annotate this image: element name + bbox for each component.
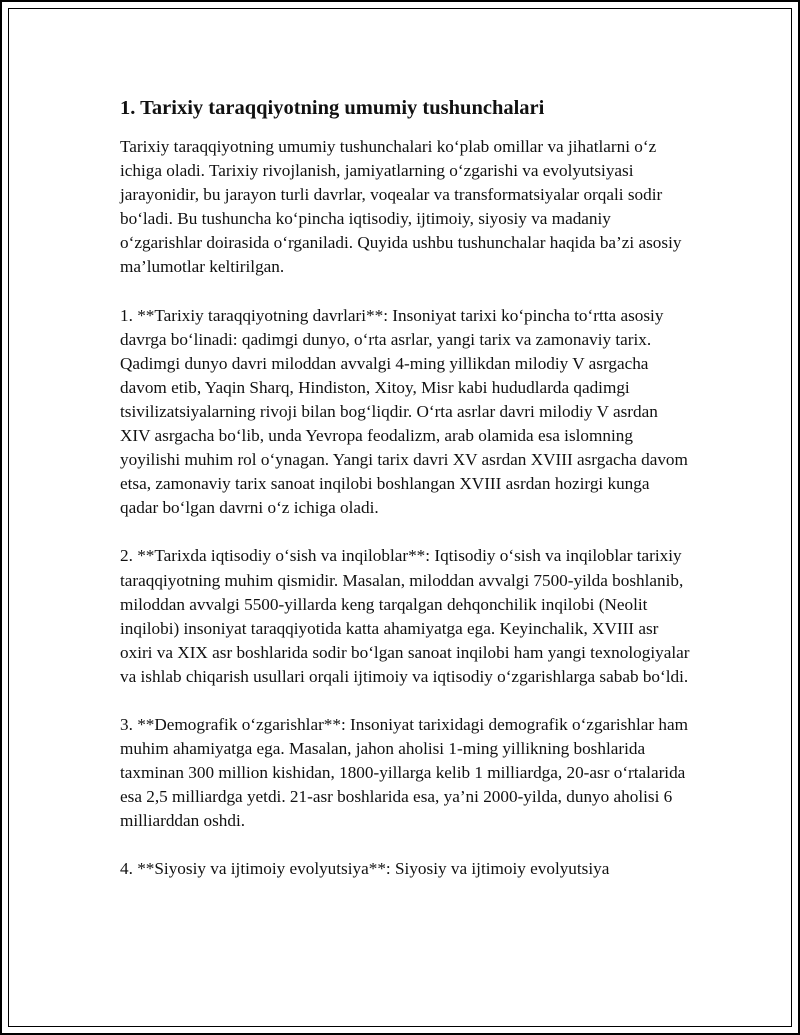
paragraph-political-social-evolution: 4. **Siyosiy va ijtimoiy evolyutsiya**: Siyosiy va ijtimoiy evolyutsiya: [120, 859, 610, 879]
paragraph-economic-growth: 2. **Tarixda iqtisodiy o‘sish va inqiloblar**: Iqtisodiy o‘sish va inqiloblar tarixiy taraqqiyotning muhim qismidir. Masalan, miloddan avvalgi 7500-yilda boshlanib, miloddan avvalgi 5500-yillarda keng tarqalgan dehqonchilik inqilobi (Neolit inqilobi) insoniyat taraqqiyotida katta ahamiyatga ega. Keyinchalik, XVIII asr oxiri va XIX asr boshlarida sodir bo‘lgan sanoat inqilobi ham yangi texnologiyalar va ishlab chiqarish usullari orqali ijtimoiy va iqtisodiy o‘zgarishlarga sabab bo‘ldi.: [120, 546, 690, 686]
paragraph-historical-periods: 1. **Tarixiy taraqqiyotning davrlari**: Insoniyat tarixi ko‘pincha to‘rtta asosiy davrga bo‘linadi: qadimgi dunyo, o‘rta asrlar, yangi tarix va zamonaviy tarix. Qadimgi dunyo davri miloddan avvalgi 4-ming yillikdan milodiy V asrgacha davom etib, Yaqin Sharq, Hindiston, Xitoy, Misr kabi hududlarda qadimgi tsivilizatsiyalarning rivoji bilan bog‘liqdir. O‘rta asrlar davri milodiy V asrdan XIV asrgacha bo‘lib, unda Yevropa feodalizm, arab olamida esa islomning yoyilishi muhim rol o‘ynagan. Yangi tarix davri XV asrdan XVIII asrgacha davom etsa, zamonaviy tarix sanoat inqilobi boshlangan XVIII asrdan hozirgi kunga qadar bo‘lgan davrni o‘z ichiga oladi.: [120, 305, 688, 518]
paragraph-intro: Tarixiy taraqqiyotning umumiy tushunchalari ko‘plab omillar va jihatlarni o‘z ichiga oladi. Tarixiy rivojlanish, jamiyatlarning o‘zgarishi va evolyutsiyasi jarayonidir, bu jarayon turli davrlar, voqealar va transformatsiyalar orqali sodir bo‘ladi. Bu tushuncha ko‘pincha iqtisodiy, ijtimoiy, siyosiy va madaniy o‘zgarishlar doirasida o‘rganiladi. Quyida ushbu tushunchalar haqida ba’zi asosiy ma’lumotlar keltirilgan.: [120, 137, 682, 277]
section-title: 1. Tarixiy taraqqiyotning umumiy tushunchalari: [120, 97, 545, 119]
paragraph-demographic-changes: 3. **Demografik o‘zgarishlar**: Insoniyat tarixidagi demografik o‘zgarishlar ham muhim ahamiyatga ega. Masalan, jahon aholisi 1-ming yillikning boshlarida taxminan 300 million kishidan, 1800-yillarga kelib 1 milliardga, 20-asr o‘rtalarida esa 2,5 milliardga yetdi. 21-asr boshlarida esa, ya’ni 2000-yilda, dunyo aholisi 6 milliarddan oshdi.: [120, 714, 688, 831]
document-content: [120, 95, 690, 906]
